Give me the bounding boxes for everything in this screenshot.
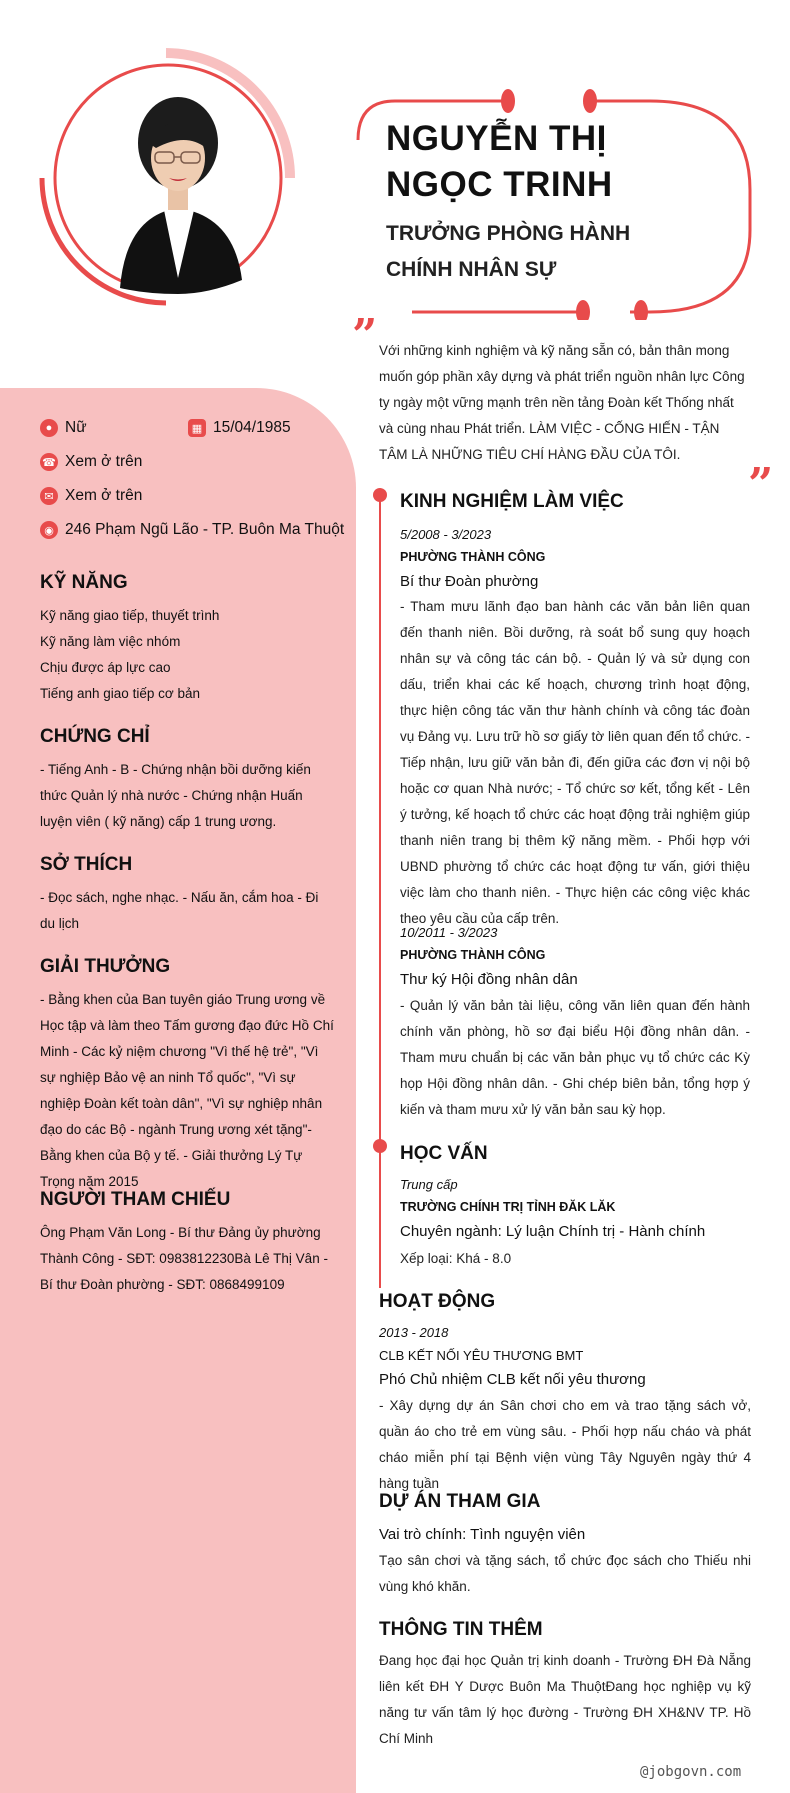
awards-text: - Bằng khen của Ban tuyên giáo Trung ương về Học tập và làm theo Tấm gương đạo đức Hồ Chí Minh - Các kỷ niệm chương "Vì thế hệ trẻ", "Vì sự nghiệp Bảo vệ an ninh Tổ quốc", "Vì sự nghiệp Đoàn kết toàn dân", "Vì sự nghiệp nhân đạo do các Bộ - ngành Trung ương xét tặng"- Bằng khen của Bộ y tế. - Giải thưởng Lý Tự Trọng năm 2015 [40,992,334,1189]
experience-role: Thư ký Hội đồng nhân dân [400,971,578,988]
watermark: @jobgovn.com [640,1764,742,1780]
awards-title: GIẢI THƯỞNG [40,956,171,977]
email-icon: ✉ [40,487,58,505]
experience-date: 10/2011 - 3/2023 [400,925,498,940]
education-grade: Xếp loại: Khá - 8.0 [400,1251,512,1266]
activities-role: Phó Chủ nhiệm CLB kết nối yêu thương [379,1371,646,1388]
experience-org: PHƯỜNG THÀNH CÔNG [400,550,546,564]
projects-title: DỰ ÁN THAM GIA [379,1491,541,1512]
activities-org: CLB KẾT NỐI YÊU THƯƠNG BMT [379,1348,584,1363]
calendar-icon: ▦ [188,419,206,437]
skill-item: Tiếng anh giao tiếp cơ bản [40,686,200,701]
open-quote-icon: ” [352,310,378,361]
phone-icon: ☎ [40,453,58,471]
contact-phone [40,453,142,471]
contact-dob [188,419,291,437]
timeline-line [379,494,381,1288]
user-icon: ● [40,419,58,437]
skill-item: Chịu được áp lực cao [40,660,171,675]
location-icon: ◉ [40,521,58,539]
experience-desc: - Tham mưu lãnh đạo ban hành các văn bản liên quan đến thanh niên. Bồi dưỡng, rà soát bổ sung quy hoạch nhân sự và công tác cán bộ. - Quản lý và sử dụng con dấu, triển khai các kế hoạch, chương trình hoạt động, thực hiện công tác văn thư hành chính và công tác đoàn vụ Đảng vụ. Lưu trữ hồ sơ giấy tờ liên quan đến tổ chức. - Tiếp nhận, lưu giữ văn bản đi, đến giữa các đơn vị nội bộ hoặc cơ quan Nhà nước; - Tổ chức sơ kết, tổng kết - Lên ý tưởng, kế hoạch tổ chức các hoạt động trải nghiệm giúp thanh niên trang bị thêm kỹ năng mềm. - Phối hợp với UBND phường tổ chức các hoạt động tư vấn, giới thiệu việc làm cho thanh niên. - Thực hiện các công việc khác theo yêu cầu của cấp trên. [400,599,750,926]
projects-role: Vai trò chính: Tình nguyện viên [379,1526,586,1543]
experience-title: KINH NGHIỆM LÀM VIỆC [400,491,624,512]
hobbies-text: - Đọc sách, nghe nhạc. - Nấu ăn, cắm hoa - Đi du lịch [40,890,319,931]
candidate-name: NGUYỄN THỊ NGỌC TRINH [386,119,613,204]
skill-item: Kỹ năng làm việc nhóm [40,634,181,649]
additional-title: THÔNG TIN THÊM [379,1619,543,1640]
career-objective: Với những kinh nghiệm và kỹ năng sẵn có, bản thân mong muốn góp phần xây dựng và phát triển nguồn nhân lực Công ty ngày một vững mạnh trên nền tảng Đoàn kết Thống nhất và cùng nhau Phát triển. LÀM VIỆC - CỐNG HIẾN - TẬN TÂM LÀ NHỮNG TIÊU CHÍ HÀNG ĐẦU CỦA TÔI. [379,343,745,462]
hobbies-title: SỞ THÍCH [40,854,133,875]
education-level: Trung cấp [400,1177,458,1192]
skills-list [40,603,340,707]
timeline-dot [373,1139,387,1153]
activities-date: 2013 - 2018 [379,1325,449,1340]
close-quote-icon: ” [748,459,774,510]
references-text: Ông Phạm Văn Long - Bí thư Đảng ủy phường Thành Công - SĐT: 0983812230Bà Lê Thị Vân - Bí thư Đoàn phường - SĐT: 0868499109 [40,1225,328,1292]
experience-desc: - Quản lý văn bản tài liệu, công văn liên quan đến hành chính văn phòng, hồ sơ đại biểu Hội đồng nhân dân. - Tham mưu chuẩn bị các văn bản phục vụ tổ chức các Kỳ họp Hội đồng nhân dân. - Ghi chép biên bản, tổng hợp ý kiến và tham mưu xử lý văn bản sau kỳ họp. [400,998,750,1117]
references-title: NGƯỜI THAM CHIẾU [40,1189,231,1210]
skill-item: Kỹ năng giao tiếp, thuyết trình [40,608,220,623]
experience-org: PHƯỜNG THÀNH CÔNG [400,948,546,962]
contact-address [40,521,344,539]
certificates-title: CHỨNG CHỈ [40,726,150,747]
contact-email [40,487,142,505]
profile-photo [38,48,298,308]
experience-role: Bí thư Đoàn phường [400,573,539,590]
experience-date: 5/2008 - 3/2023 [400,527,492,542]
activities-desc: - Xây dựng dự án Sân chơi cho em và trao tặng sách vở, quần áo cho trẻ em vùng sâu. - Phối hợp nấu cháo và phát cháo miễn phí tại Bệnh viện vùng Tây Nguyên ngày thứ 4 hàng tuần [379,1398,751,1491]
activities-title: HOẠT ĐỘNG [379,1291,496,1312]
phone-value: Xem ở trên [65,453,143,470]
education-major: Chuyên ngành: Lý luận Chính trị - Hành chính [400,1223,706,1240]
email-value: Xem ở trên [65,487,143,504]
dob-value: 15/04/1985 [213,419,291,436]
job-title: TRƯỞNG PHÒNG HÀNH CHÍNH NHÂN SỰ [386,222,631,281]
photo-rings [38,48,298,308]
education-title: HỌC VẤN [400,1143,488,1164]
address-value: 246 Phạm Ngũ Lão - TP. Buôn Ma Thuột [65,521,345,538]
additional-desc: Đang học đại học Quản trị kinh doanh - Trường ĐH Đà Nẵng liên kết ĐH Y Dược Buôn Ma ThuộtĐang học nghiệp vụ kỹ năng tư vấn tâm lý học đường - Trường ĐH XH&NV TP. Hồ Chí Minh [379,1653,751,1746]
certificates-text: - Tiếng Anh - B - Chứng nhận bồi dưỡng kiến thức Quản lý nhà nước - Chứng nhận Huấn luyện viên ( kỹ năng) cấp 1 trung ương. [40,762,311,829]
contact-gender [40,419,87,437]
projects-desc: Tạo sân chơi và tặng sách, tổ chức đọc sách cho Thiếu nhi vùng khó khăn. [379,1553,751,1594]
education-school: TRƯỜNG CHÍNH TRỊ TỈNH ĐĂK LĂK [400,1200,616,1214]
gender-value: Nữ [65,419,87,436]
timeline-dot [373,488,387,502]
skills-title: KỸ NĂNG [40,572,128,593]
